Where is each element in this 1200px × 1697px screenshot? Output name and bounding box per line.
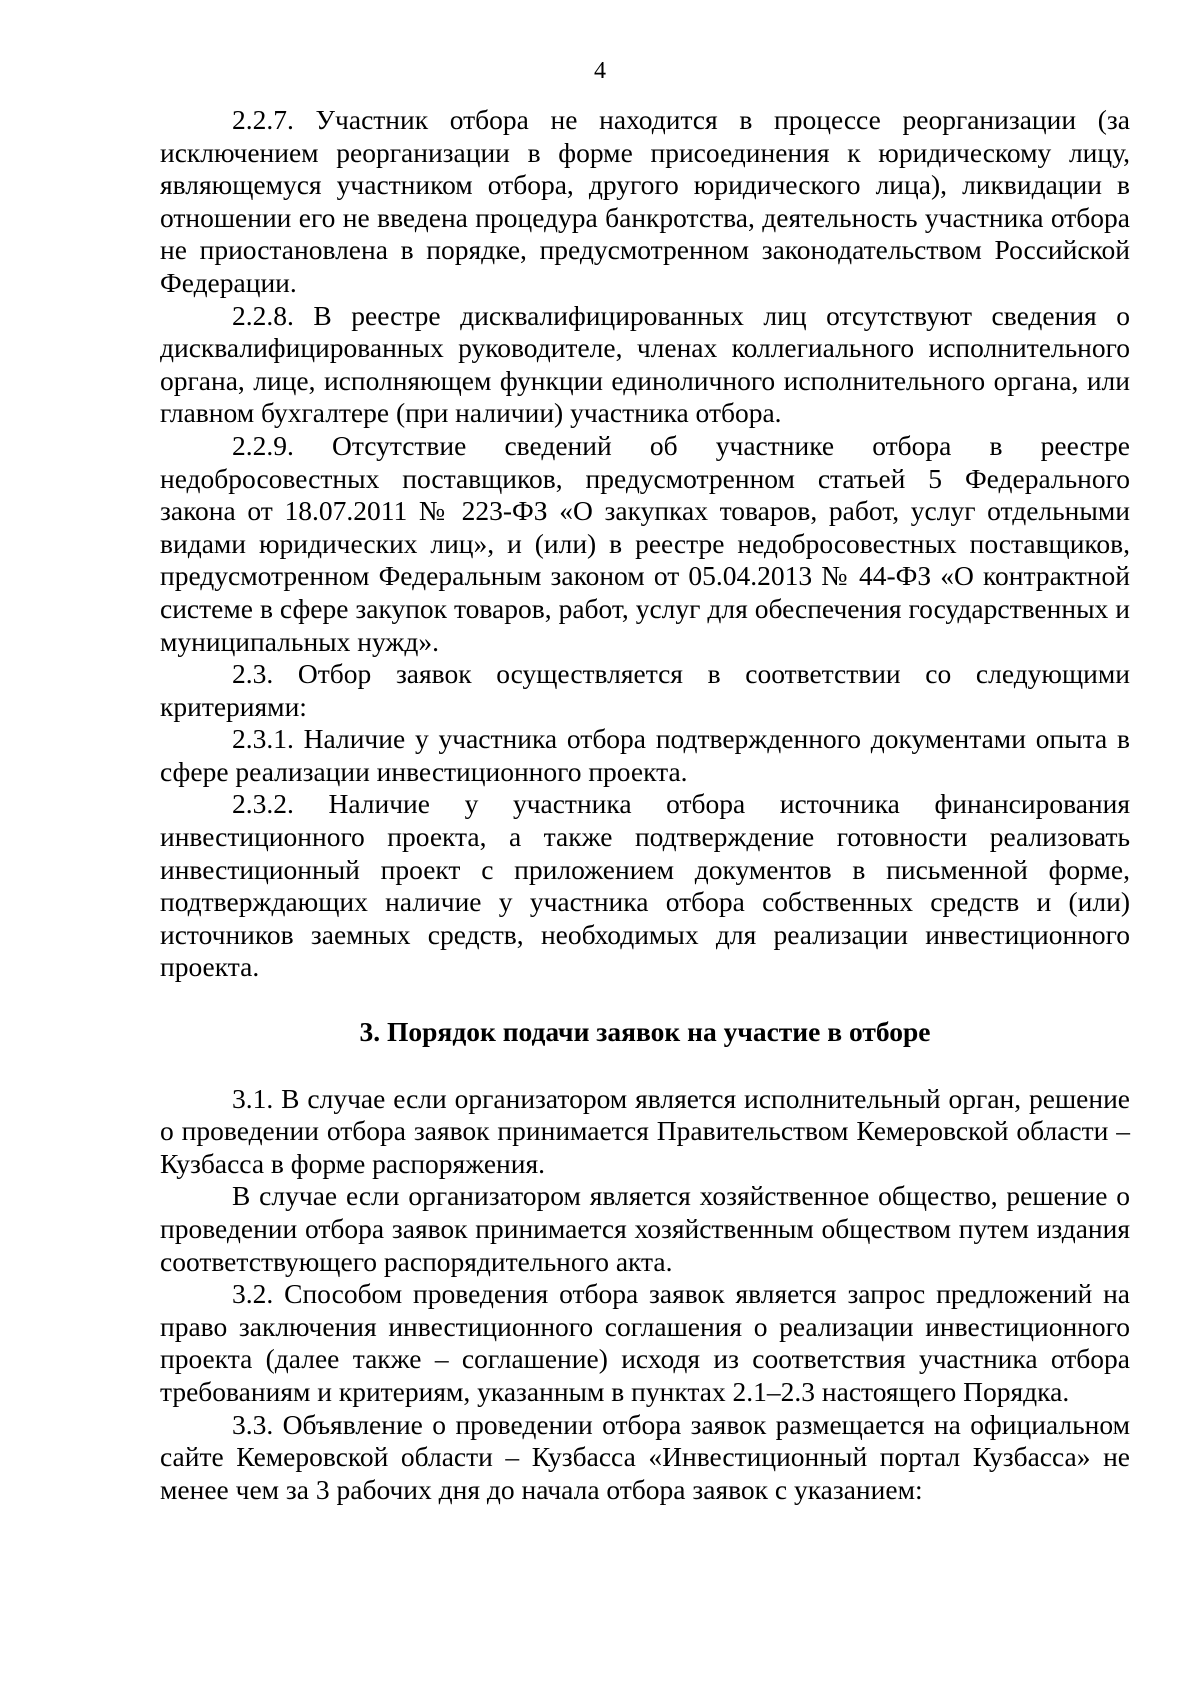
section-heading: 3. Порядок подачи заявок на участие в отборе [359, 1016, 931, 1048]
paragraph-2-2-7: 2.2.7. Участник отбора не находится в процессе реорганизации (за исключением реорганизации в форме присоединения к юридическому лицу, являющемуся участником отбора, другого юридического лица), ликвидации в отношении его не введена процедура банкротства, деятельность участника отбора не приостановлена в порядке, предусмотренном законодательством Российской Федерации. [160, 104, 1130, 298]
page-number: 4 [594, 58, 606, 84]
paragraph-2-3-1: 2.3.1. Наличие у участника отбора подтвержденного документами опыта в сфере реализации инвестиционного проекта. [160, 723, 1130, 787]
paragraph-3-1: 3.1. В случае если организатором является исполнительный орган, решение о проведении отбора заявок принимается Правительством Кемеровской области – Кузбасса в форме распоряжения. [160, 1082, 1130, 1179]
paragraph-2-2-9: 2.2.9. Отсутствие сведений об участнике отбора в реестре недобросовестных поставщиков, предусмотренном статьей 5 Федерального закона от 18.07.2011 № 223-ФЗ «О закупках товаров, работ, услуг отдельными видами юридических лиц», и (или) в реестре недобросовестных поставщиков, предусмотренном Федеральным законом от 05.04.2013 № 44-ФЗ «О контрактной системе в сфере закупок товаров, работ, услуг для обеспечения государственных и муниципальных нужд». [160, 429, 1130, 657]
paragraph-3-2: 3.2. Способом проведения отбора заявок является запрос предложений на право заключения инвестиционного соглашения о реализации инвестиционного проекта (далее также – соглашение) исходя из соответствия участника отбора требованиям и критериям, указанным в пунктах 2.1–2.3 настоящего Порядка. [160, 1278, 1130, 1407]
paragraph-3-1-continued: В случае если организатором является хозяйственное общество, решение о проведении отбора заявок принимается хозяйственным обществом путем издания соответствующего распорядительного акта. [160, 1180, 1130, 1277]
document-body [160, 104, 1130, 1506]
paragraph-3-3: 3.3. Объявление о проведении отбора заявок размещается на официальном сайте Кемеровской области – Кузбасса «Инвестиционный портал Кузбасса» не менее чем за 3 рабочих дня до начала отбора заявок с указанием: [160, 1408, 1130, 1505]
paragraph-2-2-8: 2.2.8. В реестре дисквалифицированных лиц отсутствуют сведения о дисквалифицированных руководителе, членах коллегиального исполнительного органа, лице, исполняющем функции единоличного исполнительного органа, или главном бухгалтере (при наличии) участника отбора. [160, 299, 1130, 429]
paragraph-2-3: 2.3. Отбор заявок осуществляется в соответствии со следующими критериями: [160, 658, 1130, 722]
paragraph-2-3-2: 2.3.2. Наличие у участника отбора источника финансирования инвестиционного проекта, а также подтверждение готовности реализовать инвестиционный проект с приложением документов в письменной форме, подтверждающих наличие у участника отбора собственных средств и (или) источников заемных средств, необходимых для реализации инвестиционного проекта. [160, 788, 1130, 983]
